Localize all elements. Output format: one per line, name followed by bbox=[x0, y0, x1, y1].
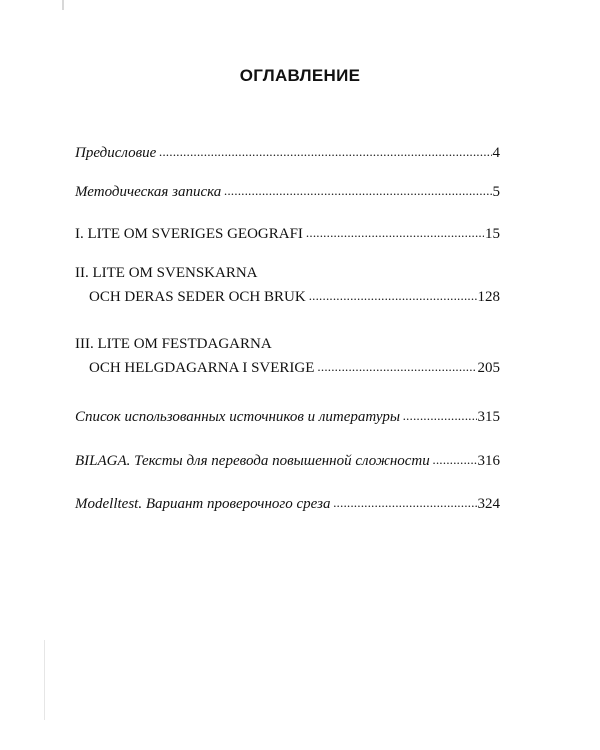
dot-leader bbox=[309, 287, 477, 301]
toc-entry-chapter-3-line1: III. LITE OM FESTDAGARNA bbox=[75, 336, 272, 352]
toc-entry-label: BILAGA. Тексты для перевода повышенной сложности bbox=[75, 453, 430, 469]
page-title: ОГЛАВЛЕНИЕ bbox=[239, 66, 361, 85]
toc-entry-label: OCH DERAS SEDER OCH BRUK bbox=[89, 289, 306, 305]
scan-artifact bbox=[44, 640, 45, 720]
dot-leader bbox=[333, 494, 476, 508]
toc-entry-references bbox=[75, 407, 500, 427]
toc-entry-preface bbox=[75, 143, 500, 163]
dot-leader bbox=[433, 451, 477, 465]
dot-leader bbox=[317, 358, 476, 372]
toc-entry-page: 15 bbox=[485, 226, 500, 242]
toc-entry-methodical-note bbox=[75, 182, 500, 202]
toc-entry-label: Список использованных источников и литературы bbox=[75, 409, 400, 425]
toc-entry-page: 324 bbox=[477, 496, 500, 512]
toc-entry-chapter-2 bbox=[89, 287, 500, 307]
dot-leader bbox=[159, 143, 491, 157]
toc-entry-chapter-1 bbox=[75, 224, 500, 244]
toc-entry-page: 5 bbox=[492, 184, 500, 200]
toc-entry-page: 128 bbox=[477, 289, 500, 305]
toc-entry-label: Предисловие bbox=[75, 145, 157, 161]
dot-leader bbox=[403, 407, 477, 421]
toc-entry-appendix bbox=[75, 451, 500, 471]
toc-entry-model-test bbox=[75, 494, 500, 514]
toc-entry-page: 315 bbox=[477, 409, 500, 425]
dot-leader bbox=[306, 224, 484, 238]
toc-entry-label: OCH HELGDAGARNA I SVERIGE bbox=[89, 360, 315, 376]
toc-entry-label: I. LITE OM SVERIGES GEOGRAFI bbox=[75, 226, 303, 242]
toc-entry-page: 205 bbox=[477, 360, 500, 376]
toc-entry-chapter-3 bbox=[89, 358, 500, 378]
scan-artifact bbox=[62, 0, 64, 10]
toc-entry-label: Modelltest. Вариант проверочного среза bbox=[75, 496, 331, 512]
toc-entry-label: Методическая записка bbox=[75, 184, 222, 200]
toc-entry-page: 316 bbox=[477, 453, 500, 469]
toc-entry-page: 4 bbox=[492, 145, 500, 161]
dot-leader bbox=[224, 182, 491, 196]
toc-entry-chapter-2-line1: II. LITE OM SVENSKARNA bbox=[75, 265, 258, 281]
